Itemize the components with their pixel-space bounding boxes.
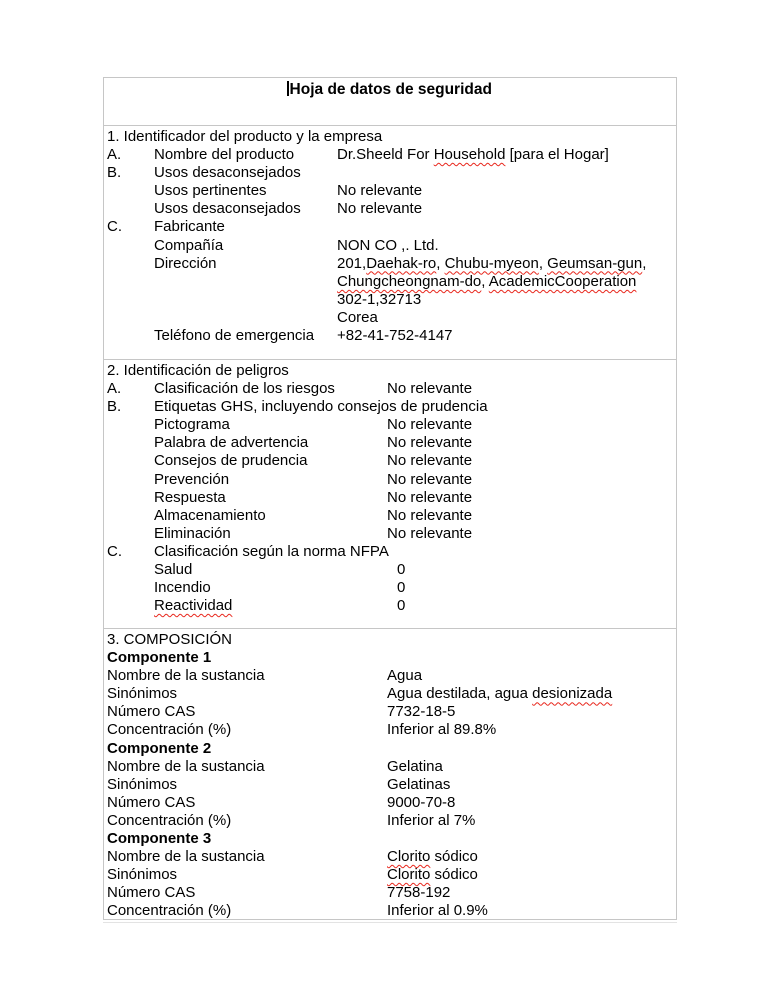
text-run: , <box>642 254 647 272</box>
row-value <box>387 380 472 398</box>
row-value <box>337 146 609 164</box>
text-run: Concentración (%) <box>107 811 232 829</box>
row-label <box>154 579 211 597</box>
doc-line <box>107 146 672 164</box>
text-run: Incendio <box>154 579 211 597</box>
row-label <box>107 128 382 146</box>
doc-line <box>107 721 672 739</box>
text-run: No relevante <box>387 470 473 488</box>
doc-line <box>107 525 672 543</box>
text-run: 2. Identificación de peligros <box>107 362 289 379</box>
row-label <box>154 525 231 543</box>
doc-line <box>107 507 672 525</box>
text-run: Número CAS <box>107 703 196 721</box>
doc-line <box>107 848 672 866</box>
row-label <box>107 740 211 758</box>
row-label <box>154 164 301 182</box>
text-run: Teléfono de emergencia <box>154 327 315 345</box>
row-label <box>107 362 289 380</box>
text-run: 0 <box>397 597 406 615</box>
document-page[interactable] <box>103 77 677 920</box>
text-run: [para el Hogar] <box>505 146 609 164</box>
text-run: Nombre del producto <box>154 146 295 164</box>
row-label <box>107 902 231 919</box>
row-value <box>387 471 472 489</box>
row-label <box>107 685 177 703</box>
text-run: 0 <box>397 579 406 597</box>
row-value <box>387 902 488 919</box>
text-run: Salud <box>154 561 193 579</box>
misspelled-word: Clorito <box>387 848 431 866</box>
doc-line <box>107 812 672 830</box>
row-value <box>337 273 636 291</box>
row-label <box>107 703 195 721</box>
doc-line <box>107 543 672 561</box>
row-value <box>337 237 439 255</box>
text-run: Dr.Sheeld For <box>337 146 434 164</box>
row-value <box>387 416 472 434</box>
doc-line <box>107 182 672 200</box>
doc-line <box>107 776 672 794</box>
row-label <box>107 721 231 739</box>
section-identificador-producto-empresa <box>104 125 676 359</box>
text-run: Clasificación de los riesgos <box>154 380 335 398</box>
text-run: Inferior al 89.8% <box>387 721 497 739</box>
text-run: No relevante <box>387 434 473 452</box>
row-value <box>387 866 478 884</box>
row-value <box>387 884 450 902</box>
row-value <box>337 327 453 345</box>
row-letter: A. <box>107 146 122 164</box>
text-run: Consejos de prudencia <box>154 452 308 470</box>
row-label <box>107 631 232 649</box>
text-run: 7758-192 <box>387 884 451 902</box>
row-value <box>387 776 450 794</box>
row-value <box>387 525 472 543</box>
doc-line <box>107 309 672 327</box>
text-run: Concentración (%) <box>107 721 232 739</box>
text-run: 7732-18-5 <box>387 703 456 721</box>
text-run: Sinónimos <box>107 685 178 703</box>
text-run: 9000-70-8 <box>387 793 456 811</box>
document-title: Hoja de datos de seguridad <box>289 81 492 98</box>
row-letter: C. <box>107 218 122 236</box>
row-label <box>154 597 232 615</box>
text-run: Respuesta <box>154 488 226 506</box>
row-label <box>107 649 211 667</box>
doc-line <box>107 884 672 902</box>
row-label <box>107 848 265 866</box>
misspelled-word: desionizada <box>532 685 613 703</box>
text-run: Componente 1 <box>107 649 212 667</box>
text-run: sódico <box>430 848 478 866</box>
row-letter: C. <box>107 542 122 560</box>
text-run: NON CO ,. Ltd. <box>337 236 439 254</box>
text-run: , <box>436 254 445 272</box>
doc-line <box>107 416 672 434</box>
text-run: 0 <box>397 561 406 579</box>
doc-line <box>107 830 672 848</box>
row-label <box>154 398 488 416</box>
row-label <box>154 182 267 200</box>
row-label <box>154 416 230 434</box>
row-label <box>107 812 231 830</box>
text-run: Nombre de la sustancia <box>107 667 265 685</box>
doc-line <box>107 866 672 884</box>
row-value <box>387 452 472 470</box>
row-label <box>154 146 294 164</box>
text-run: 302-1,32713 <box>337 290 422 308</box>
misspelled-word: Household <box>433 146 506 164</box>
document-title-cell <box>104 78 676 125</box>
doc-line <box>107 561 672 579</box>
text-run: Etiquetas GHS, incluyendo consejos de prudencia <box>154 398 488 416</box>
text-run: Inferior al 0.9% <box>387 902 488 919</box>
text-run: Concentración (%) <box>107 902 232 919</box>
doc-line <box>107 273 672 291</box>
row-label <box>154 489 226 507</box>
doc-line <box>107 794 672 812</box>
text-run: Agua destilada, agua <box>387 685 533 703</box>
row-value <box>387 507 472 525</box>
text-run: +82-41-752-4147 <box>337 327 453 345</box>
text-run: Sinónimos <box>107 775 178 793</box>
text-run: Nombre de la sustancia <box>107 848 265 866</box>
text-run: Agua <box>387 667 423 685</box>
doc-line <box>107 255 672 273</box>
row-value <box>387 685 612 703</box>
row-label <box>154 452 307 470</box>
doc-line <box>107 685 672 703</box>
doc-line <box>107 398 672 416</box>
row-value <box>397 579 405 597</box>
text-run: No relevante <box>387 488 473 506</box>
row-label <box>107 884 195 902</box>
text-run: No relevante <box>387 524 473 542</box>
row-label <box>107 830 211 848</box>
text-cursor <box>287 81 289 96</box>
misspelled-word: Reactividad <box>154 597 233 615</box>
text-run: No relevante <box>387 506 473 524</box>
doc-line <box>107 471 672 489</box>
misspelled-word: Clorito <box>387 866 431 884</box>
text-run: Almacenamiento <box>154 506 266 524</box>
text-run: Inferior al 7% <box>387 811 476 829</box>
row-label <box>107 794 195 812</box>
doc-line <box>107 164 672 182</box>
doc-line <box>107 452 672 470</box>
text-run: Compañía <box>154 236 224 254</box>
doc-line <box>107 740 672 758</box>
row-letter: A. <box>107 380 122 398</box>
row-label <box>154 218 225 236</box>
text-run: Corea <box>337 308 378 326</box>
row-label <box>154 200 301 218</box>
row-value <box>387 812 475 830</box>
row-value <box>387 667 422 685</box>
text-run: Gelatinas <box>387 775 451 793</box>
doc-line <box>107 291 672 309</box>
text-run: Usos desaconsejados <box>154 200 301 218</box>
misspelled-word: Daehak-ro <box>366 254 437 272</box>
row-label <box>107 667 265 685</box>
misspelled-word: Chubu-myeon <box>444 254 539 272</box>
text-run: No relevante <box>387 416 473 434</box>
text-run: Fabricante <box>154 218 225 236</box>
text-run: 201, <box>337 254 367 272</box>
text-run: sódico <box>430 866 478 884</box>
row-label <box>154 471 229 489</box>
doc-line <box>107 667 672 685</box>
text-run: Dirección <box>154 254 217 272</box>
text-run: Sinónimos <box>107 866 178 884</box>
doc-line <box>107 434 672 452</box>
row-value <box>387 848 478 866</box>
row-label <box>107 866 177 884</box>
row-label <box>154 507 266 525</box>
row-label <box>154 434 308 452</box>
row-value <box>337 309 378 327</box>
doc-line <box>107 200 672 218</box>
text-run: Clasificación según la norma NFPA <box>154 542 389 560</box>
row-label <box>154 561 192 579</box>
text-run: No relevante <box>387 452 473 470</box>
doc-line <box>107 380 672 398</box>
row-value <box>397 597 405 615</box>
text-run: 3. COMPOSICIÓN <box>107 631 233 648</box>
doc-line <box>107 703 672 721</box>
row-label <box>154 327 314 345</box>
row-label <box>107 758 265 776</box>
row-value <box>337 255 646 273</box>
doc-line <box>107 218 672 236</box>
text-run: , <box>538 254 548 272</box>
row-label <box>154 237 223 255</box>
row-label <box>107 776 177 794</box>
text-run: No relevante <box>387 380 473 398</box>
row-value <box>337 182 422 200</box>
text-run: No relevante <box>337 182 423 200</box>
row-label <box>154 380 335 398</box>
text-run: Palabra de advertencia <box>154 434 309 452</box>
doc-line <box>107 327 672 345</box>
doc-line <box>107 362 672 380</box>
text-run: Componente 2 <box>107 739 212 757</box>
doc-line <box>107 237 672 255</box>
row-label <box>154 255 217 273</box>
text-run: Componente 3 <box>107 830 212 848</box>
section-composicion <box>104 628 676 919</box>
text-run: Pictograma <box>154 416 230 434</box>
misspelled-word: Geumsan-gun <box>547 254 643 272</box>
doc-line <box>107 597 672 615</box>
row-value <box>337 291 421 309</box>
text-run: Prevención <box>154 470 230 488</box>
text-run: , <box>481 272 489 290</box>
doc-line <box>107 649 672 667</box>
doc-line <box>107 579 672 597</box>
page-bottom-rule <box>103 922 677 923</box>
doc-line <box>107 489 672 507</box>
text-run: Usos pertinentes <box>154 182 267 200</box>
row-value <box>337 200 422 218</box>
text-run: Eliminación <box>154 524 231 542</box>
row-value <box>387 758 443 776</box>
row-letter: B. <box>107 398 122 416</box>
section-identificacion-peligros <box>104 359 676 628</box>
text-run: Gelatina <box>387 757 443 775</box>
row-value <box>387 721 496 739</box>
row-value <box>387 489 472 507</box>
text-run: 1. Identificador del producto y la empresa <box>107 128 383 145</box>
text-run: Número CAS <box>107 884 196 902</box>
row-label <box>154 543 389 561</box>
text-run: Número CAS <box>107 793 196 811</box>
misspelled-word: Chungcheongnam-do <box>337 272 482 290</box>
doc-line <box>107 128 672 146</box>
text-run: Nombre de la sustancia <box>107 757 265 775</box>
doc-line <box>107 902 672 919</box>
text-run: Usos desaconsejados <box>154 164 301 182</box>
misspelled-word: AcademicCooperation <box>488 272 637 290</box>
text-run: No relevante <box>337 200 423 218</box>
row-value <box>387 434 472 452</box>
row-value <box>397 561 405 579</box>
row-value <box>387 794 455 812</box>
row-letter: B. <box>107 164 122 182</box>
row-value <box>387 703 455 721</box>
doc-line <box>107 631 672 649</box>
doc-line <box>107 758 672 776</box>
